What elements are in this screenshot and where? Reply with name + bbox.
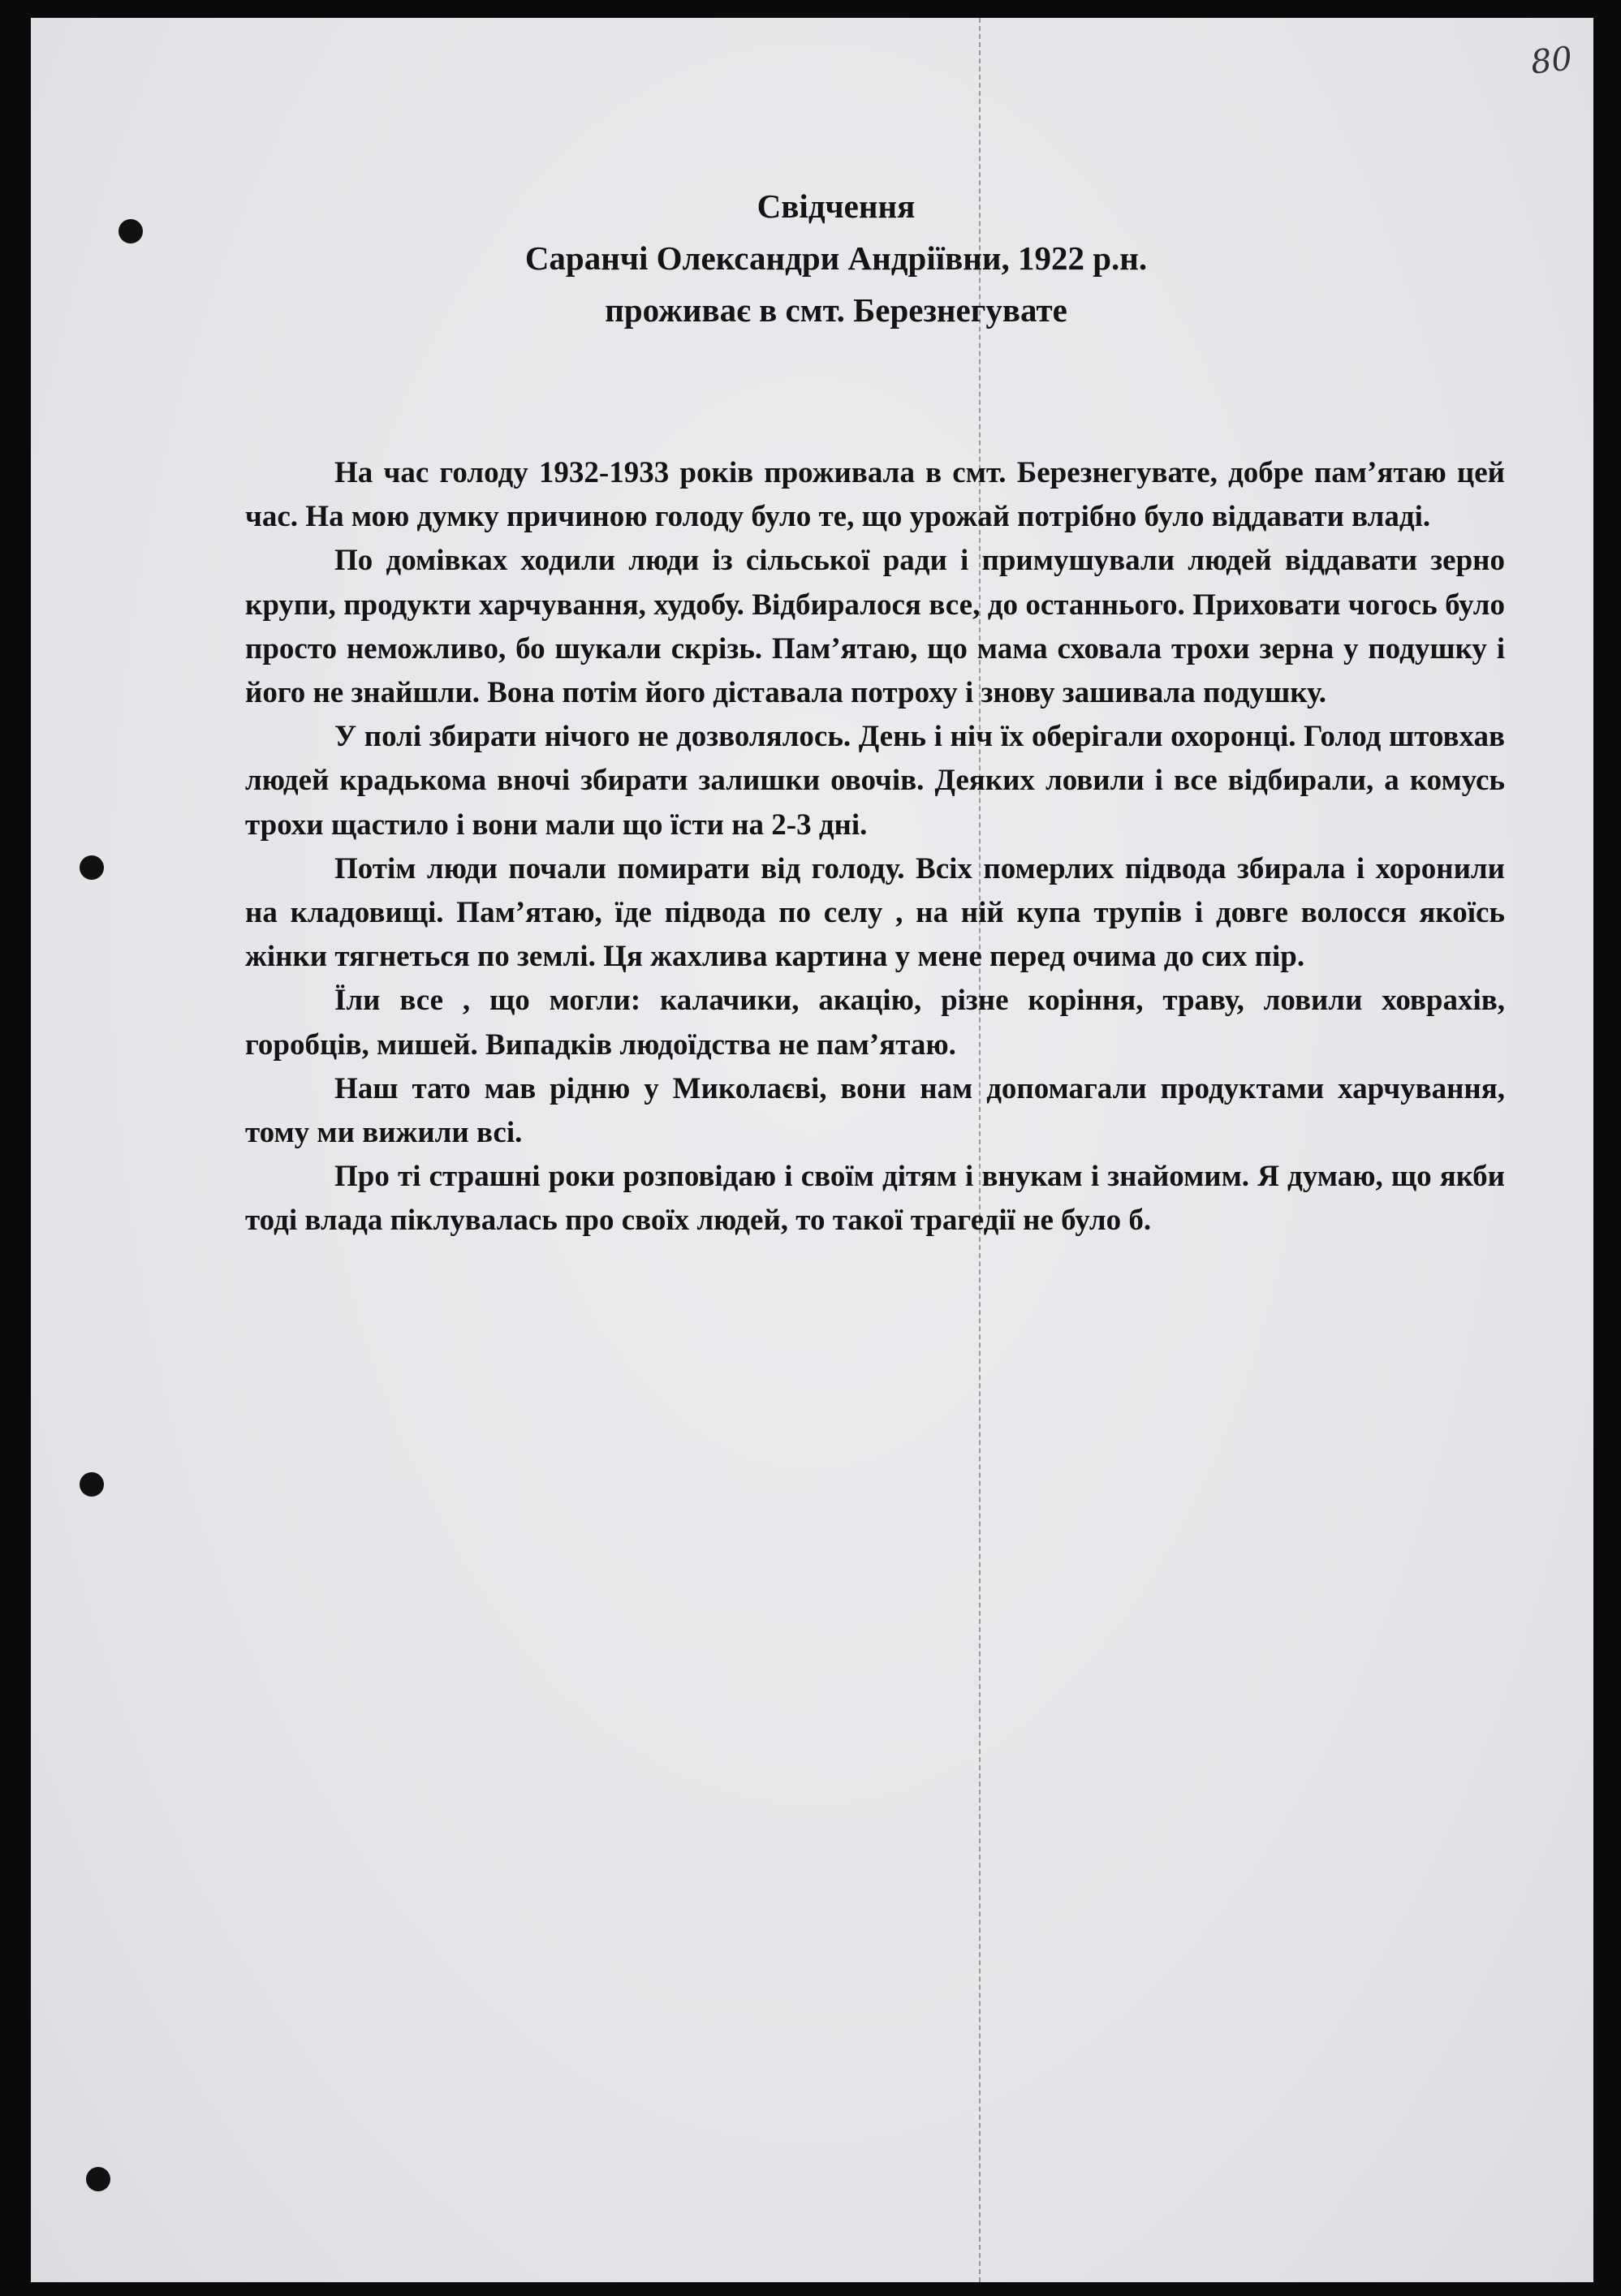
title-line: Саранчі Олександри Андріївни, 1922 р.н.	[524, 239, 1148, 277]
paragraph: Потім люди почали помирати від голоду. Всіх померлих підвода збирала і хоронили на кладовищі. Пам’ятаю, їде підвода по селу , на ній купа трупів і довге волосся якоїсь жінки тягнеться по землі. Ця жахлива картина у мене перед очима до сих пір.	[245, 851, 1505, 974]
title-line: проживає в смт. Березнегувате	[605, 291, 1067, 329]
punch-hole	[86, 2167, 110, 2191]
punch-hole	[80, 1472, 104, 1497]
paragraph: Їли все , що могли: калачики, акацію, різне коріння, траву, ловили ховрахів, горобців, мишей. Випадків людоїдства не пам’ятаю.	[245, 984, 1505, 1062]
paragraph: У полі збирати нічого не дозволялось. День і ніч їх оберігали охоронці. Голод штовхав людей крадькома вночі збирати залишки овочів. Деяких ловили і все відбирали, а комусь трохи щастило і вони мали що їсти на 2-3 дні.	[245, 720, 1505, 842]
document-title	[244, 180, 1429, 336]
paragraph: Наш тато мав рідню у Миколаєві, вони нам допомагали продуктами харчування, тому ми вижили всі.	[245, 1071, 1505, 1150]
paragraph: На час голоду 1932-1933 років проживала в смт. Березнегувате, добре пам’ятаю цей час. На мою думку причиною голоду було те, що урожай потрібно було віддавати владі.	[245, 456, 1505, 534]
title-line: Свідчення	[757, 187, 916, 225]
paragraph: Про ті страшні роки розповідаю і своїм дітям і внукам і знайомим. Я думаю, що якби тоді влада піклувалась про своїх людей, то такої трагедії не було б.	[245, 1160, 1505, 1238]
punch-hole	[80, 855, 104, 880]
punch-hole	[119, 219, 143, 243]
page-number: 80	[1528, 40, 1575, 82]
testimony-body	[245, 451, 1505, 1243]
paragraph: По домівках ходили люди із сільської ради і примушували людей віддавати зерно крупи, продукти харчування, худобу. Відбиралося все, до останнього. Приховати чогось було просто неможливо, бо шукали скрізь. Пам’ятаю, що мама сховала трохи зерна у подушку і його не знайшли. Вона потім його діставала потроху і знову зашивала подушку.	[245, 544, 1505, 710]
